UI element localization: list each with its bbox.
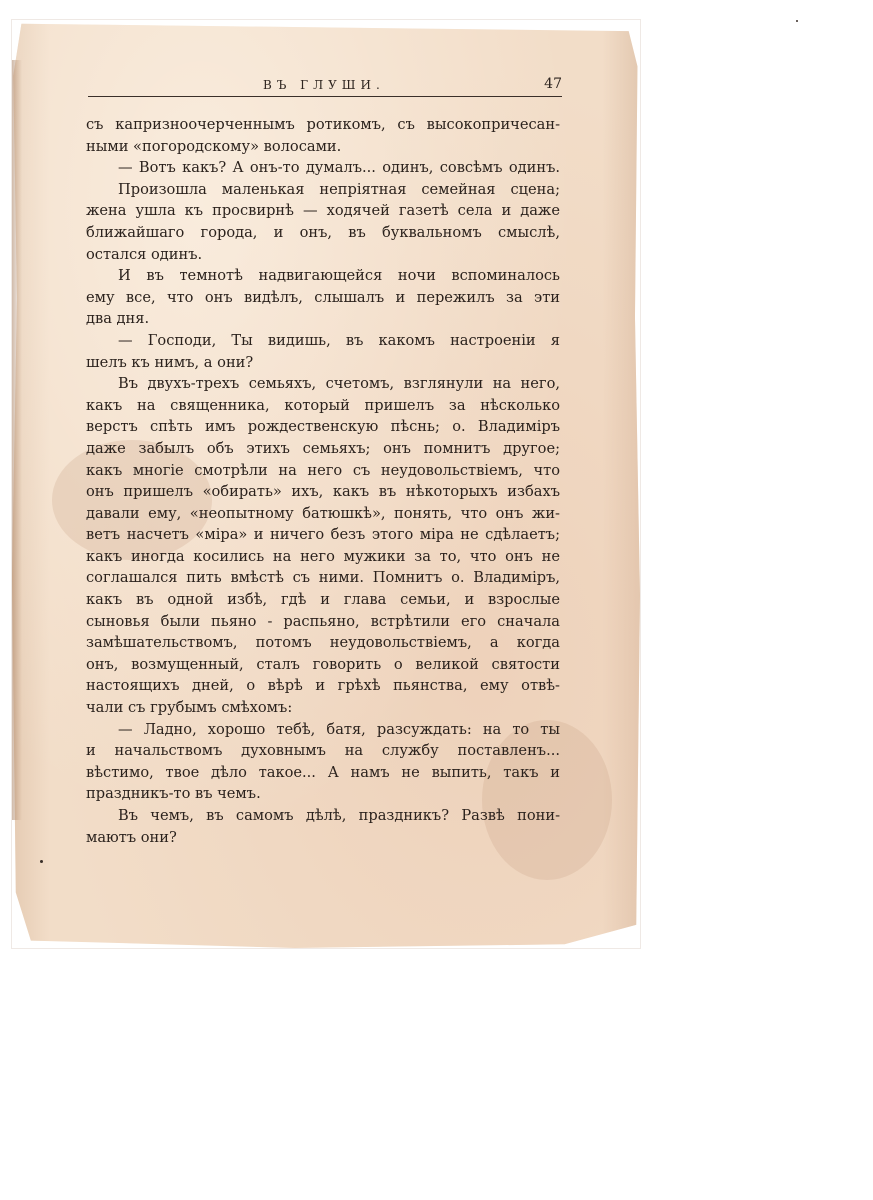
text-line: сыновья были пьяно - распьяно, встрѣтили его сначала bbox=[86, 612, 560, 630]
text-line: Произошла маленькая непріятная семейная сцена; bbox=[118, 180, 560, 198]
text-line: и начальствомъ духовнымъ на службу поставленъ... bbox=[86, 742, 560, 760]
text-line: настоящихъ дней, о вѣрѣ и грѣхѣ пьянства, ему отвѣ- bbox=[86, 677, 560, 695]
text-line: ветъ насчетъ «міра» и ничего безъ этого міра не сдѣлаетъ; bbox=[86, 526, 560, 544]
text-line: даже забылъ объ этихъ семьяхъ; онъ помнитъ другое; bbox=[86, 439, 560, 457]
page-spine-shadow bbox=[12, 60, 22, 820]
text-line: — Ладно, хорошо тебѣ, батя, разсуждать: на то ты bbox=[118, 720, 560, 738]
text-line: какъ иногда косились на него мужики за то, что онъ не bbox=[86, 547, 560, 565]
ink-speck bbox=[796, 20, 798, 22]
running-title: ВЪ ГЛУШИ. bbox=[263, 78, 385, 92]
text-line: жена ушла къ просвирнѣ — ходячей газетѣ села и даже bbox=[86, 202, 560, 220]
text-line: давали ему, «неопытному батюшкѣ», понять, что онъ жи- bbox=[86, 504, 560, 522]
text-line: остался одинъ. bbox=[86, 245, 203, 263]
text-line: — Господи, Ты видишь, въ какомъ настроеніи я bbox=[118, 331, 560, 349]
text-line: замѣшательствомъ, потомъ неудовольствіемъ, а когда bbox=[86, 634, 560, 652]
text-line: — Вотъ какъ? А онъ-то думалъ... одинъ, совсѣмъ одинъ. bbox=[118, 159, 560, 177]
page-number: 47 bbox=[544, 76, 562, 92]
text-line: какъ многіе смотрѣли на него съ неудовольствіемъ, что bbox=[86, 461, 560, 479]
text-line: чали съ грубымъ смѣхомъ: bbox=[86, 699, 293, 717]
text-line: Въ чемъ, въ самомъ дѣлѣ, праздникъ? Развѣ пони- bbox=[118, 807, 560, 824]
text-line: ными «погородскому» волосами. bbox=[86, 137, 342, 155]
text-line: И въ темнотѣ надвигающейся ночи вспоминалось bbox=[118, 267, 560, 285]
text-line: праздникъ-то въ чемъ. bbox=[86, 785, 261, 803]
ink-speck bbox=[40, 860, 43, 863]
text-line: соглашался пить вмѣстѣ съ ними. Помнитъ о. Владиміръ, bbox=[86, 569, 560, 587]
text-line: съ капризноочерченнымъ ротикомъ, съ высокопричесан- bbox=[86, 116, 560, 133]
text-line: шелъ къ нимъ, а они? bbox=[86, 353, 254, 371]
text-line: какъ на священника, который пришелъ за нѣсколько bbox=[86, 396, 560, 414]
text-line: Въ двухъ-трехъ семьяхъ, счетомъ, взглянули на него, bbox=[118, 375, 560, 393]
text-line: онъ, возмущенный, сталъ говорить о великой святости bbox=[86, 655, 560, 673]
text-line: ближайшаго города, и онъ, въ буквальномъ смыслѣ, bbox=[86, 223, 560, 241]
text-line: какъ въ одной избѣ, гдѣ и глава семьи, и взрослые bbox=[86, 591, 560, 609]
text-line: два дня. bbox=[86, 310, 150, 328]
body-text bbox=[86, 114, 560, 848]
page-header bbox=[88, 74, 562, 97]
text-line: вѣстимо, твое дѣло такое... А намъ не выпить, такъ и bbox=[86, 763, 560, 781]
text-line: ему все, что онъ видѣлъ, слышалъ и пережилъ за эти bbox=[86, 288, 560, 306]
text-line: онъ пришелъ «обирать» ихъ, какъ въ нѣкоторыхъ избахъ bbox=[86, 483, 560, 501]
text-line: маютъ они? bbox=[86, 828, 177, 846]
text-line: верстъ спѣть имъ рождественскую пѣснь; о. Владиміръ bbox=[86, 418, 560, 436]
